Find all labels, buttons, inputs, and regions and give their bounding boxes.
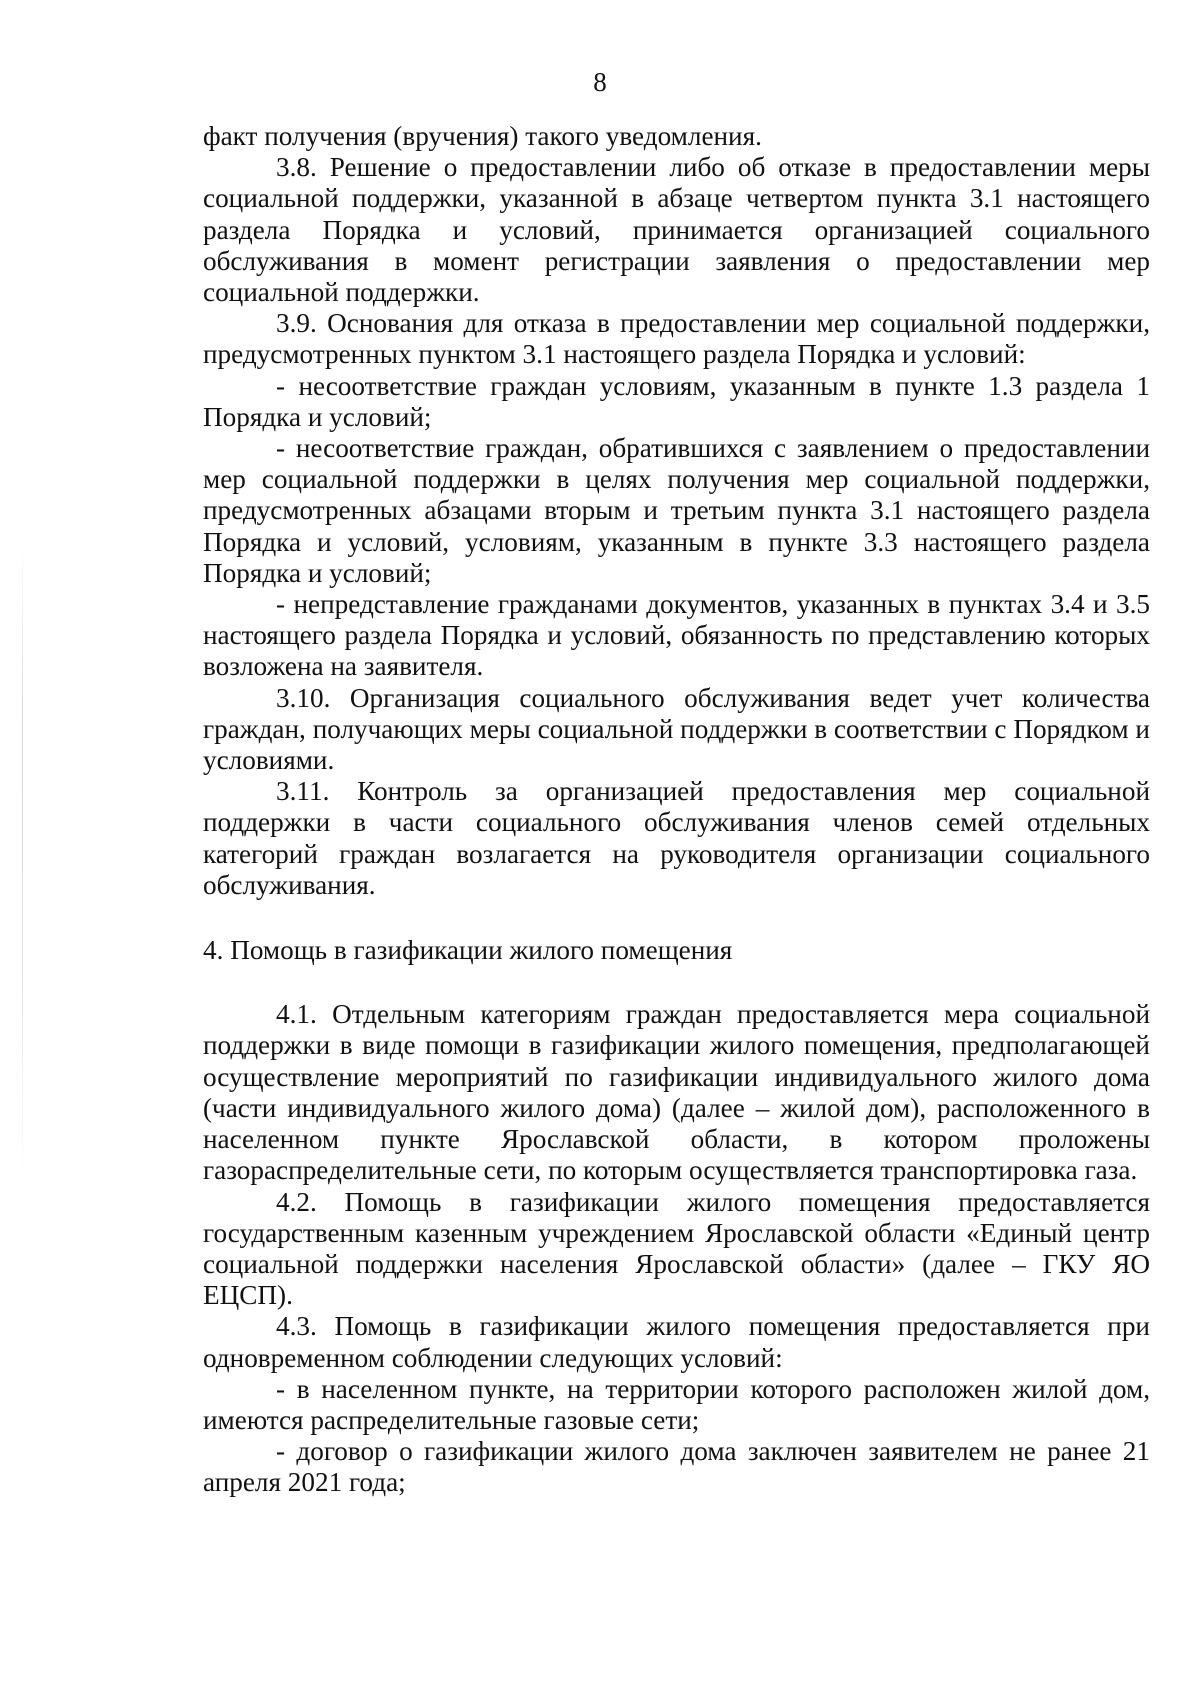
paragraph-continuation: факт получения (вручения) такого уведомления. (203, 121, 762, 151)
paragraph-4-3: 4.3. Помощь в газификации жилого помещения предоставляется при одновременном соблюдении следующих условий: (203, 1311, 1150, 1373)
paragraph-3-9: 3.9. Основания для отказа в предоставлении мер социальной поддержки, предусмотренных пунктом 3.1 настоящего раздела Порядка и условий: (203, 308, 1150, 370)
section-heading: 4. Помощь в газификации жилого помещения (203, 935, 733, 966)
document-body (203, 121, 1150, 1499)
scan-edge-mark (22, 540, 23, 1180)
page-number: 8 (593, 67, 607, 97)
list-item-condition-2: - договор о газификации жилого дома заключен заявителем не ранее 21 апреля 2021 года; (203, 1436, 1150, 1498)
list-item-refusal-2: - несоответствие граждан, обратившихся с заявлением о предоставлении мер социальной поддержки в целях получения мер социальной поддержки, предусмотренных абзацами вторым и третьим пункта 3.1 настоящего раздела Порядка и условий, условиям, указанным в пункте 3.3 настоящего раздела Порядка и условий; (203, 433, 1150, 588)
paragraph-3-10: 3.10. Организация социального обслуживания ведет учет количества граждан, получающих меры социальной поддержки в соответствии с Порядком и условиями. (203, 682, 1150, 776)
paragraph-4-2: 4.2. Помощь в газификации жилого помещения предоставляется государственным казенным учреждением Ярославской области «Единый центр социальной поддержки населения Ярославской области» (далее – ГКУ ЯО ЕЦСП). (203, 1186, 1150, 1311)
paragraph-3-11: 3.11. Контроль за организацией предоставления мер социальной поддержки в части социального обслуживания членов семей отдельных категорий граждан возлагается на руководителя организации социального обслуживания. (203, 776, 1150, 900)
list-item-condition-1: - в населенном пункте, на территории которого расположен жилой дом, имеются распределительные газовые сети; (203, 1373, 1150, 1435)
list-item-refusal-1: - несоответствие граждан условиям, указанным в пункте 1.3 раздела 1 Порядка и условий; (203, 370, 1150, 432)
paragraph-3-8: 3.8. Решение о предоставлении либо об отказе в предоставлении меры социальной поддержки, указанной в абзаце четвертом пункта 3.1 настоящего раздела Порядка и условий, принимается организацией социального обслуживания в момент регистрации заявления о предоставлении мер социальной поддержки. (203, 152, 1150, 308)
list-item-refusal-3: - непредставление гражданами документов, указанных в пунктах 3.4 и 3.5 настоящего раздела Порядка и условий, обязанность по представлению которых возложена на заявителя. (203, 589, 1150, 682)
paragraph-4-1: 4.1. Отдельным категориям граждан предоставляется мера социальной поддержки в виде помощи в газификации жилого помещения, предполагающей осуществление мероприятий по газификации индивидуального жилого дома (части индивидуального жилого дома) (далее – жилой дом), расположенного в населенном пункте Ярославской области, в котором проложены газораспределительные сети, по которым осуществляется транспортировка газа. (203, 999, 1150, 1186)
